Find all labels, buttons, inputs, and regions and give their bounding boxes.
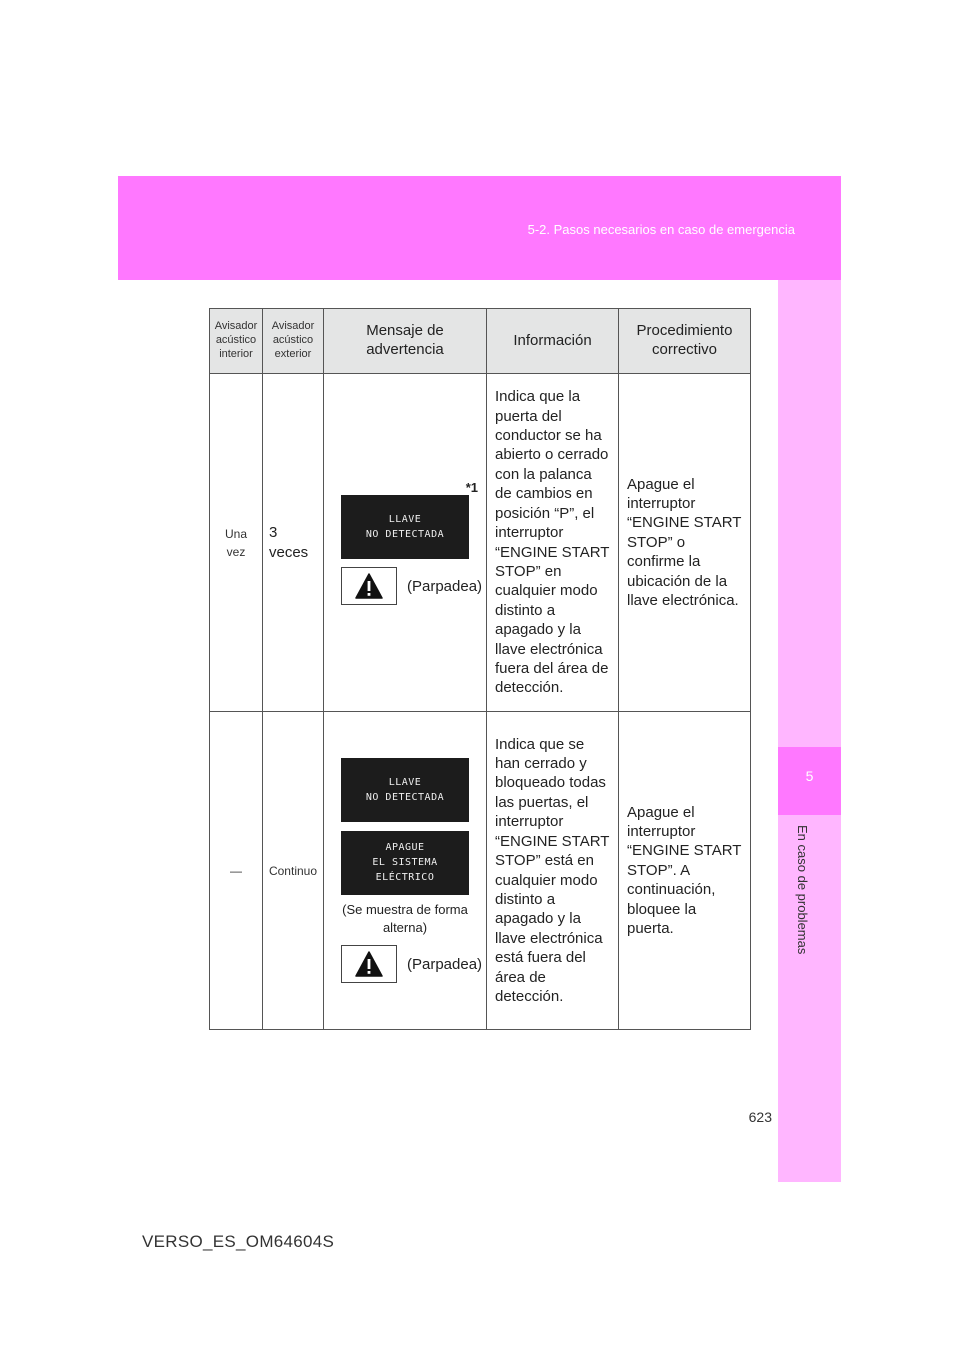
warning-triangle-icon [355,573,383,599]
blink-label: (Parpadea) [407,955,483,973]
warning-icon-box [341,567,397,605]
section-title: 5-2. Pasos necesarios en caso de emergencia [527,222,795,237]
header-information: Información [487,309,619,374]
lcd-turn-off-system: APAGUE EL SISTEMA ELÉCTRICO [341,831,469,895]
alternate-display-note: (Se muestra de forma alterna) [342,901,468,935]
interior-buzzer-cell: Una vez [210,374,263,712]
header-procedure: Procedimiento correctivo [619,309,751,374]
table-row [210,712,751,1030]
blink-label: (Parpadea) [407,577,483,595]
chapter-label: En caso de problemas [795,825,810,955]
warning-message-cell [324,712,487,1030]
warning-light-row [341,945,486,983]
footnote-marker: *1 [465,480,478,495]
page-number: 623 [748,1109,772,1125]
warning-icon-box [341,945,397,983]
warning-table [209,308,751,1030]
header-warning-message: Mensaje de advertencia [324,309,487,374]
table-header-row [210,309,751,374]
section-header [118,176,841,280]
interior-buzzer-cell: — [210,712,263,1030]
header-exterior-buzzer: Avisador acústico exterior [263,309,324,374]
document-code: VERSO_ES_OM64604S [142,1232,335,1251]
exterior-buzzer-cell: 3 veces [263,374,324,712]
side-strip [778,280,841,1182]
warning-triangle-icon [355,951,383,977]
procedure-cell: Apague el interruptor “ENGINE START STOP”. A continuación, bloquee la puerta. [619,712,751,1030]
exterior-buzzer-cell: Continuo [263,712,324,1030]
warning-light-row [341,567,486,605]
chapter-number: 5 [805,768,814,784]
header-interior-buzzer: Avisador acústico interior [210,309,263,374]
table-row [210,374,751,712]
lcd-key-not-detected: LLAVE NO DETECTADA [341,758,469,822]
lcd-key-not-detected: LLAVE NO DETECTADA [341,495,469,559]
information-cell: Indica que se han cerrado y bloqueado todas las puertas, el interruptor “ENGINE START STOP” está en cualquier modo distinto a apagado y la llave electrónica está fuera del área de detección. [487,712,619,1030]
warning-message-cell [324,374,487,712]
information-cell: Indica que la puerta del conductor se ha abierto o cerrado con la palanca de cambios en posición “P”, el interruptor “ENGINE START STOP” en cualquier modo distinto a apagado y la llave electrónica fuera del área de detección. [487,374,619,712]
procedure-cell: Apague el interruptor “ENGINE START STOP” o confirme la ubicación de la llave electrónica. [619,374,751,712]
